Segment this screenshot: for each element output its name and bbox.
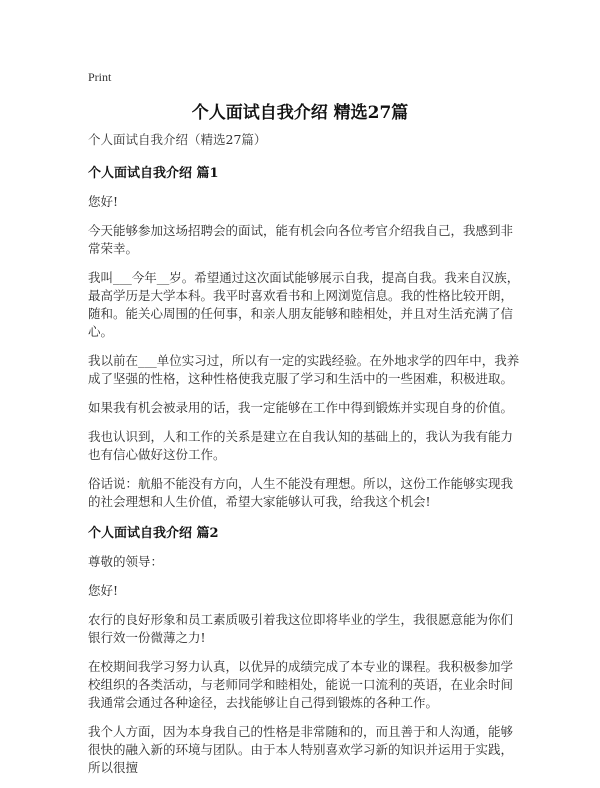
paragraph: 如果我有机会被录用的话，我一定能够在工作中得到锻炼并实现自身的价值。 <box>88 400 514 415</box>
paragraph: 今天能够参加这场招聘会的面试，能有机会向各位考官介绍我自己，我感到非常荣幸。 <box>88 223 514 256</box>
paragraph: 俗话说：航船不能没有方向，人生不能没有理想。所以，这份工作能够实现我的社会理想和人生价值，希望大家能够认可我，给我这个机会! <box>88 476 514 509</box>
paragraph: 我叫___今年__岁。希望通过这次面试能够展示自我，提高自我。我来自汉族，最高学历是大学本科。我平时喜欢看书和上网浏览信息。我的性格比较开朗，随和。能关心周围的任何事，和亲人朋友能够和睦相处，并且对生活充满了信心。 <box>88 270 520 339</box>
document-subtitle: 个人面试自我介绍（精选27篇） <box>88 132 267 147</box>
paragraph: 您好! <box>88 583 119 598</box>
paragraph: 我个人方面，因为本身我自己的性格是非常随和的，而且善于和人沟通，能够很快的融入新的环境与团队。由于本人特别喜欢学习新的知识并运用于实践，所以很擅 <box>88 724 514 775</box>
document-body <box>88 130 520 788</box>
print-label[interactable]: Print <box>88 70 112 84</box>
paragraph: 我以前在___单位实习过，所以有一定的实践经验。在外地求学的四年中，我养成了坚强的性格，这种性格使我克服了学习和生活中的一些困难，积极进取。 <box>88 353 520 386</box>
section-heading-1: 个人面试自我介绍 篇1 <box>88 166 219 181</box>
paragraph: 在校期间我学习努力认真，以优异的成绩完成了本专业的课程。我积极参加学校组织的各类活动，与老师同学和睦相处，能说一口流利的英语，在业余时间我通常会通过各种途径，去找能够让自己得到锻炼的各种工作。 <box>88 659 514 710</box>
paragraph: 尊敬的领导： <box>88 554 164 569</box>
section-heading-2: 个人面试自我介绍 篇2 <box>88 526 219 541</box>
paragraph: 我也认识到，人和工作的关系是建立在自我认知的基础上的，我认为我有能力也有信心做好这份工作。 <box>88 429 514 462</box>
paragraph: 您好! <box>88 194 119 209</box>
paragraph: 农行的良好形象和员工素质吸引着我这位即将毕业的学生，我很愿意能为你们银行效一份微薄之力! <box>88 612 514 645</box>
page-title: 个人面试自我介绍 精选27篇 <box>191 103 409 123</box>
